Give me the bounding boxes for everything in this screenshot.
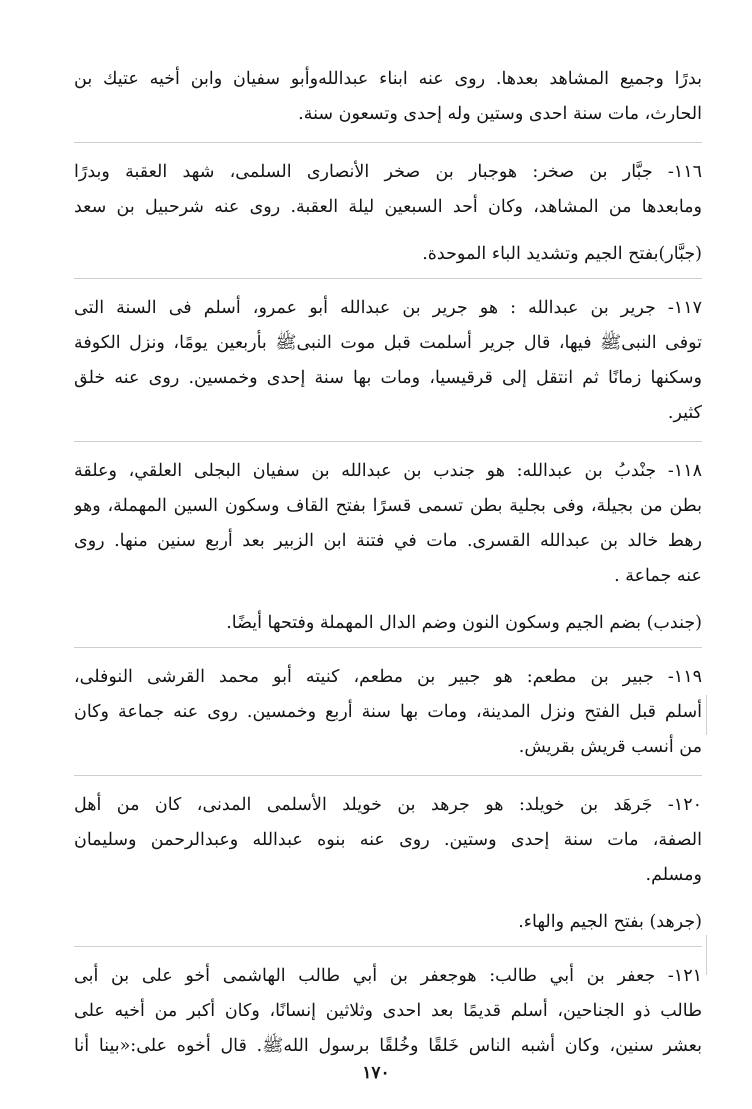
text-line: عنه جماعة . — [614, 566, 702, 586]
text-line: بطن من بجيلة، وفى بجلية بطن تسمى قسرًا بفتح القاف وسكون السين المهملة، وهو — [74, 496, 702, 516]
paragraph-note-116 — [74, 237, 702, 279]
text-line: (جرهد) بفتح الجيم والهاء. — [518, 912, 702, 932]
text-line: وسكنها زمانًا ثم انتقل إلى قرقيسيا، ومات بها سنة إحدى وخمسين. روى عنه خلق — [74, 368, 702, 388]
page-number: ١٧٠ — [362, 1063, 390, 1083]
text-line: الصفة، مات سنة إحدى وستين. روى عنه بنوه عبدالله وعبدالرحمن وسليمان — [74, 830, 702, 850]
margin-rule — [706, 695, 707, 735]
paragraph-entry-116 — [74, 155, 702, 229]
paragraph-note-120 — [74, 905, 702, 947]
text-line: ١١٩- جبير بن مطعم: هو جبير بن مطعم، كنيته أبو محمد القرشى النوفلى، — [74, 667, 702, 687]
text-line: كثير. — [667, 403, 702, 423]
paragraph-entry-120 — [74, 788, 702, 897]
text-line: (جبَّار)بفتح الجيم وتشديد الباء الموحدة. — [422, 244, 702, 264]
margin-rule — [706, 935, 707, 975]
text-line: بعشر سنين، وكان أشبه الناس خَلقًا وخُلقًا برسول اللهﷺ. قال أخوه على:«بينا أنا — [74, 1036, 702, 1056]
text-line: ١١٨- جنْدبُ بن عبدالله: هو جندب بن عبدالله بن سفيان البجلى العلقي، وعلقة — [74, 461, 702, 481]
text-line: من أنسب قريش بقريش. — [518, 737, 702, 757]
paragraph-intro-continuation — [74, 62, 702, 143]
text-line: الحارث، مات سنة احدى وستين وله إحدى وتسعون سنة. — [298, 104, 702, 124]
text-line: ومسلم. — [645, 865, 702, 885]
paragraph-entry-119 — [74, 660, 702, 776]
text-line: طالب ذو الجناحين، أسلم قديمًا بعد احدى وثلاثين إنسانًا، وكان أكبر من أخيه على — [74, 1001, 702, 1021]
text-line: ١٢٠- جَرهَد بن خويلد: هو جرهد بن خويلد الأسلمى المدنى، كان من أهل — [74, 795, 702, 815]
paragraph-entry-121 — [74, 959, 702, 1068]
text-line: بدرًا وجميع المشاهد بعدها. روى عنه ابناء عبدالله‌وأبو سفيان وابن أخيه عتيك بن — [74, 69, 702, 89]
text-line: ١١٧- جرير بن عبدالله : هو جرير بن عبدالله أبو عمرو، أسلم فى السنة التى — [74, 298, 702, 318]
page-body — [74, 62, 702, 1076]
paragraph-entry-117 — [74, 291, 702, 442]
text-line: ١٢١- جعفر بن أبي طالب: هوجعفر بن أبي طالب الهاشمى أخو على بن أبى — [74, 966, 702, 986]
text-line: توفى النبىﷺ فيها، قال جرير أسلمت قبل موت النبىﷺ بأربعين يومًا، ونزل الكوفة — [74, 333, 702, 353]
text-line: ١١٦- جبَّار بن صخر: هوجبار بن صخر الأنصارى السلمى، شهد العقبة وبدرًا — [74, 162, 702, 182]
text-line: رهط خالد بن عبدالله القسرى. مات في فتنة ابن الزبير بعد أربع سنين منها. روى — [74, 531, 702, 551]
text-line: (جندب) بضم الجيم وسكون النون وضم الدال المهملة وفتحها أيضًا. — [226, 613, 702, 633]
paragraph-entry-118 — [74, 454, 702, 598]
text-line: ومابعدها من المشاهد، وكان أحد السبعين ليلة العقبة. روى عنه شرحبيل بن سعد — [74, 197, 702, 217]
text-line: أسلم قبل الفتح ونزل المدينة، ومات بها سنة أربع وخمسين. روى عنه جماعة وكان — [74, 702, 702, 722]
paragraph-note-118 — [74, 606, 702, 648]
